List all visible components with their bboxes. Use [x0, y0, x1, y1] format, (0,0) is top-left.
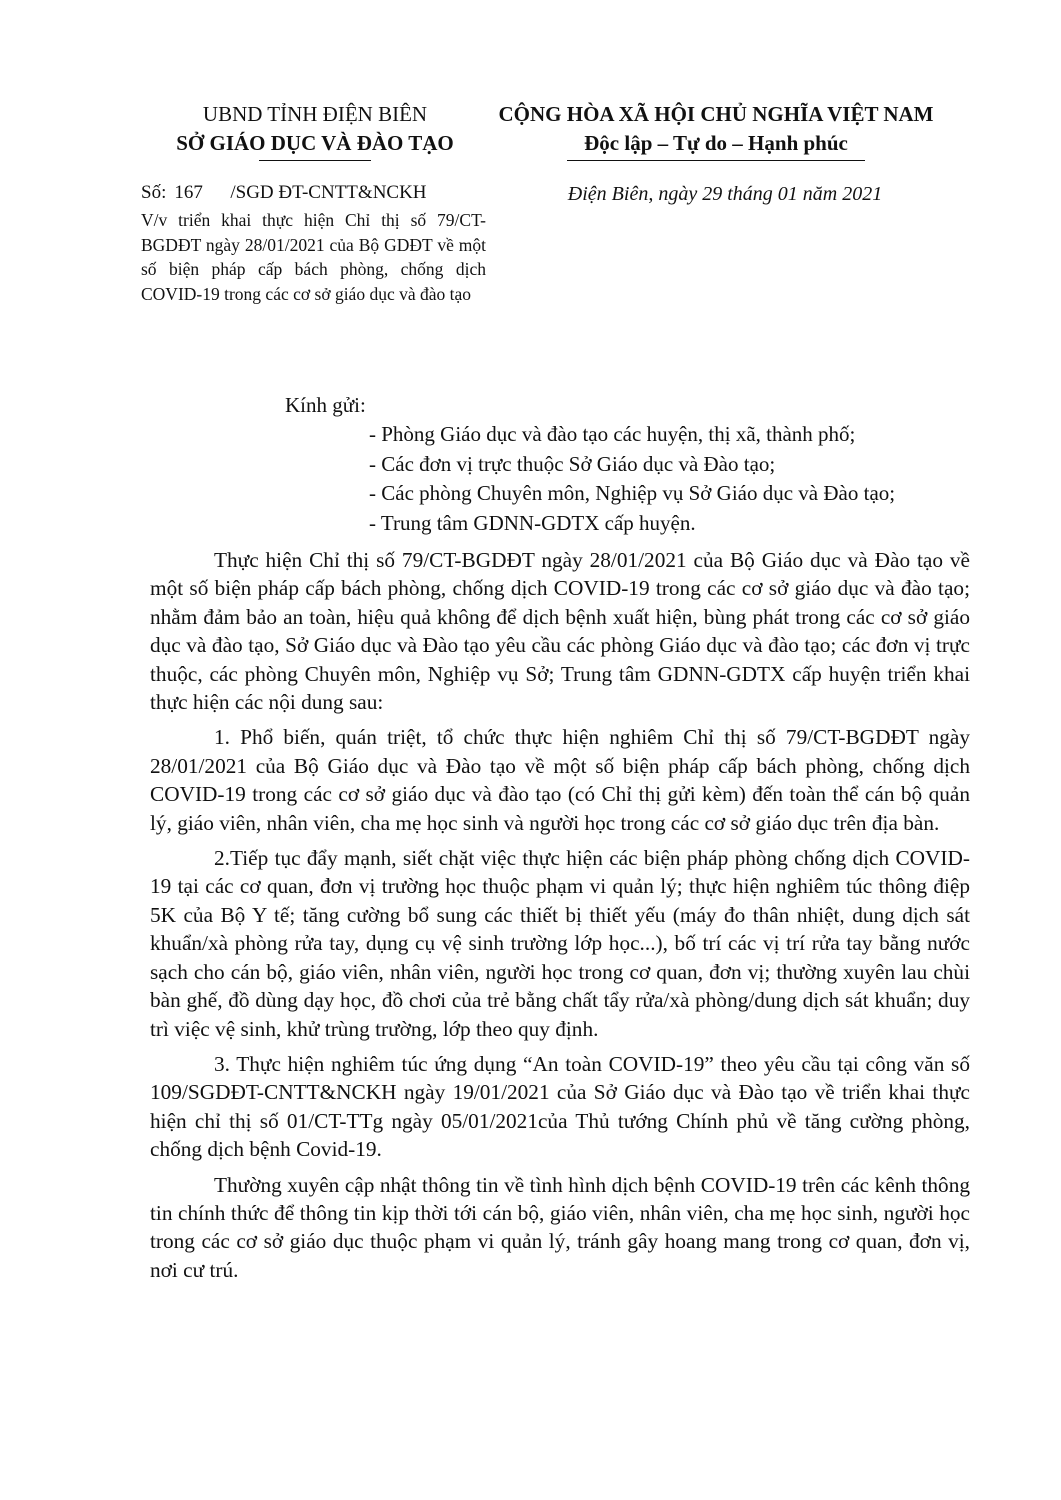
greeting: Kính gửi: — [285, 393, 366, 417]
recipient-item: - Các phòng Chuyên môn, Nghiệp vụ Sở Giáo dục và Đào tạo; — [369, 481, 896, 505]
agency-parent-name: UBND TỈNH ĐIỆN BIÊN — [202, 102, 428, 126]
agency-name: SỞ GIÁO DỤC VÀ ĐÀO TẠO — [176, 131, 454, 155]
body-paragraph-update: Thường xuyên cập nhật thông tin về tình hình dịch bệnh COVID-19 trên các kênh thông tin chính thức để thông tin kịp thời tới cán bộ, giáo viên, nhân viên, cha mẹ học sinh, người học trong các cơ sở giáo dục thuộc phạm vi quản lý, tránh gây hoang mang trong cơ quan, đơn vị, nơi cư trú. — [150, 1172, 970, 1282]
reference-prefix: Số: — [141, 182, 167, 203]
document-subject: V/v triển khai thực hiện Chỉ thị số 79/CT-BGDĐT ngày 28/01/2021 của Bộ GDĐT về một số biện pháp cấp bách phòng, chống dịch COVID-19 trong các cơ sở giáo dục và đào tạo — [141, 210, 486, 304]
issuing-agency-header — [150, 100, 480, 161]
national-motto: Độc lập – Tự do – Hạnh phúc — [584, 131, 848, 155]
body-paragraph-item-1: 1. Phổ biến, quán triệt, tổ chức thực hiện nghiêm Chỉ thị số 79/CT-BGDĐT ngày 28/01/2021 của Bộ Giáo dục và Đào tạo về một số biện pháp cấp bách phòng, chống dịch COVID-19 trong các cơ sở giáo dục và đào tạo (có Chỉ thị gửi kèm) đến toàn thể cán bộ quản lý, giáo viên, nhân viên, cha mẹ học sinh và người học trong các cơ sở giáo dục trên địa bàn. — [150, 725, 970, 835]
body-paragraph-item-2: 2.Tiếp tục đẩy mạnh, siết chặt việc thực hiện các biện pháp phòng chống dịch COVID-19 tại các cơ quan, đơn vị trường học thuộc phạm vi quản lý; thực hiện nghiêm túc thông điệp 5K của Bộ Y tế; tăng cường bổ sung các thiết bị thiết yếu (máy đo thân nhiệt, dung dịch sát khuẩn/xà phòng rửa tay, dụng cụ vệ sinh trường lớp học...), bố trí các vị trí rửa tay bằng nước sạch cho cán bộ, giáo viên, nhân viên, người học trong cơ quan, đơn vị; thường xuyên lau chùi bàn ghế, đồ dùng dạy học, đồ chơi của trẻ bằng chất tẩy rửa/xà phòng/dung dịch sát khuẩn; duy trì việc vệ sinh, khử trùng trường, lớp theo quy định. — [150, 846, 970, 1041]
body-paragraph-item-3: 3. Thực hiện nghiêm túc ứng dụng “An toàn COVID-19” theo yêu cầu tại công văn số 109/SGDĐT-CNTT&NCKH ngày 19/01/2021 của Sở Giáo dục và Đào tạo về triển khai thực hiện chỉ thị số 01/CT-TTg ngày 05/01/2021của Thủ tướng Chính phủ về tăng cường phòng, chống dịch bệnh Covid-19. — [150, 1051, 970, 1162]
country-name: CỘNG HÒA XÃ HỘI CHỦ NGHĨA VIỆT NAM — [498, 102, 934, 126]
motto-underline — [567, 160, 865, 161]
place-and-date: Điện Biên, ngày 29 tháng 01 năm 2021 — [567, 183, 883, 205]
document-body — [150, 546, 970, 1291]
recipient-item: - Phòng Giáo dục và đào tạo các huyện, thị xã, thành phố; — [369, 422, 856, 446]
reference-code: /SGD ĐT-CNTT&NCKH — [230, 182, 427, 203]
reference-number: 167 — [174, 182, 203, 203]
national-header — [486, 100, 946, 161]
recipient-item: - Các đơn vị trực thuộc Sở Giáo dục và Đào tạo; — [369, 451, 776, 476]
agency-underline — [259, 160, 371, 161]
reference-number-line — [141, 180, 486, 206]
body-paragraph-intro: Thực hiện Chỉ thị số 79/CT-BGDĐT ngày 28/01/2021 của Bộ Giáo dục và Đào tạo về một số biện pháp cấp bách phòng, chống dịch COVID-19 trong các cơ sở giáo dục và đào tạo; nhằm đảm bảo an toàn, hiệu quả không để dịch bệnh xuất hiện, bùng phát trong các cơ sở giáo dục và đào tạo, Sở Giáo dục và Đào tạo yêu cầu các phòng Giáo dục và đào tạo; các đơn vị trực thuộc, các phòng Chuyên môn, Nghiệp vụ Sở; Trung tâm GDNN-GDTX cấp huyện triển khai thực hiện các nội dung sau: — [150, 548, 970, 715]
recipient-item: - Trung tâm GDNN-GDTX cấp huyện. — [369, 510, 696, 535]
recipient-list — [369, 420, 895, 538]
document-reference — [141, 180, 486, 306]
